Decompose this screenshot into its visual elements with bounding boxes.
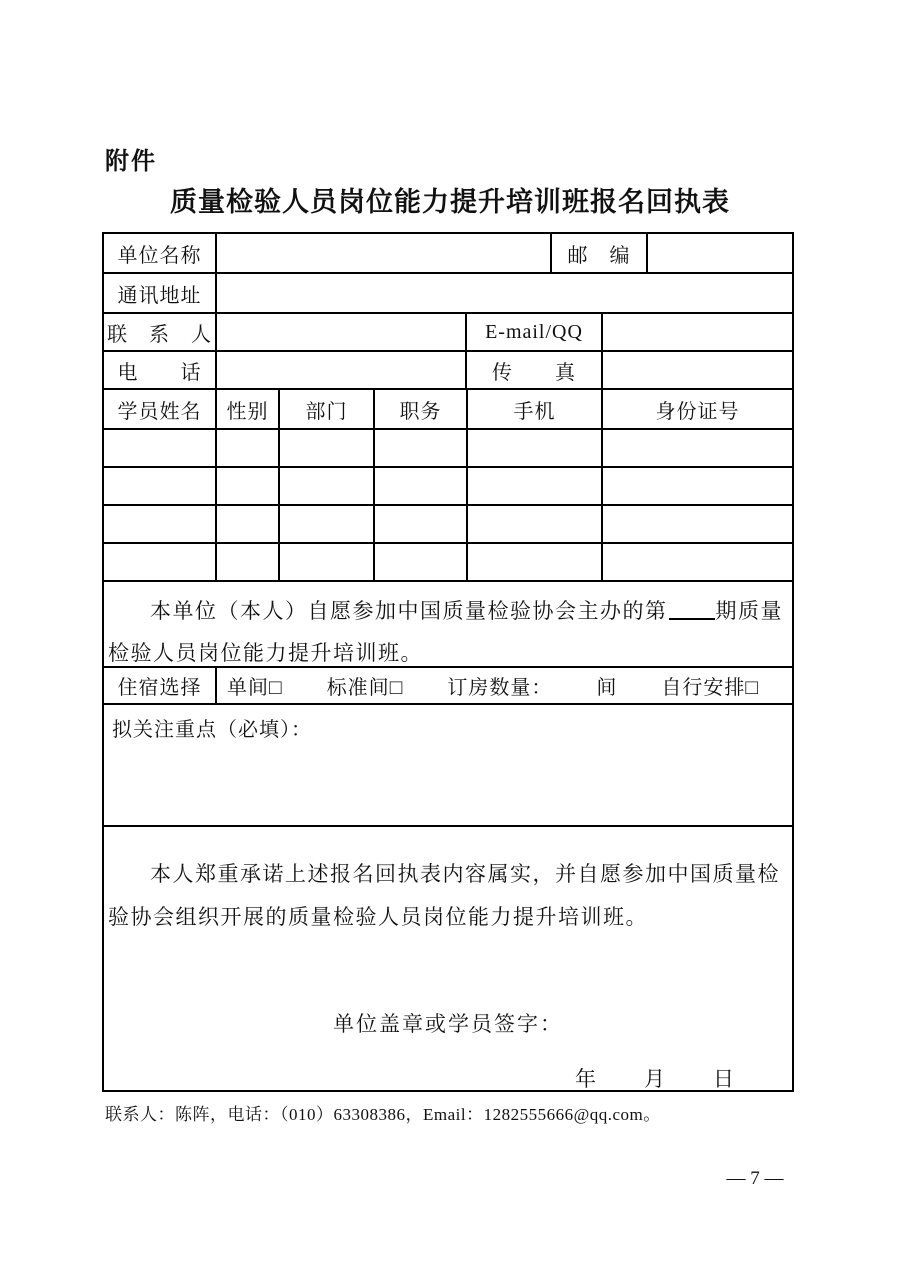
empty-cell	[375, 544, 468, 582]
commitment-line-2: 验协会组织开展的质量检验人员岗位能力提升培训班。	[108, 905, 648, 929]
department-header: 部门	[280, 390, 375, 430]
address-label: 通讯地址	[104, 274, 217, 314]
signature-label: 单位盖章或学员签字：	[333, 1012, 563, 1036]
gender-header: 性别	[217, 390, 280, 430]
empty-cell	[217, 544, 280, 582]
students-header-row	[104, 390, 792, 430]
row-address	[104, 274, 792, 314]
pledge-text-suffix: 期质量	[715, 599, 783, 623]
empty-cell	[280, 544, 375, 582]
footer-contact-info: 联系人：陈阵，电话：（010）63308386，Email：1282555666@qq.com。	[105, 1105, 661, 1124]
phone-field	[217, 352, 467, 390]
empty-cell	[217, 468, 280, 506]
contact-person-field	[217, 314, 467, 352]
mobile-header: 手机	[468, 390, 603, 430]
commitment-section	[104, 827, 792, 1090]
email-qq-field	[603, 314, 792, 352]
empty-cell	[468, 468, 603, 506]
student-row	[104, 544, 792, 582]
attachment-label: 附件	[105, 148, 157, 175]
empty-cell	[104, 506, 217, 544]
empty-cell	[468, 506, 603, 544]
empty-cell	[375, 430, 468, 468]
empty-cell	[217, 430, 280, 468]
empty-cell	[375, 468, 468, 506]
empty-cell	[603, 506, 792, 544]
standard-room-label: 标准间	[326, 677, 390, 699]
fax-field	[603, 352, 792, 390]
student-row	[104, 506, 792, 544]
focus-label: 拟关注重点（必填）：	[112, 719, 312, 741]
accommodation-options	[217, 668, 792, 705]
phone-label: 电 话	[104, 352, 217, 390]
self-arranged-label: 自行安排	[661, 677, 746, 699]
student-row	[104, 468, 792, 506]
accommodation-label: 住宿选择	[104, 668, 217, 705]
student-row	[104, 430, 792, 468]
id-number-header: 身份证号	[603, 390, 792, 430]
empty-cell	[375, 506, 468, 544]
page-number: — 7 —	[726, 1168, 784, 1189]
page-title: 质量检验人员岗位能力提升培训班报名回执表	[170, 187, 730, 217]
empty-cell	[217, 506, 280, 544]
pledge-row	[104, 582, 792, 668]
pledge-paragraph	[104, 582, 792, 668]
empty-cell	[468, 544, 603, 582]
position-header: 职务	[375, 390, 468, 430]
empty-cell	[104, 544, 217, 582]
empty-cell	[280, 468, 375, 506]
empty-cell	[280, 506, 375, 544]
empty-cell	[280, 430, 375, 468]
contact-person-label: 联 系 人	[104, 314, 217, 352]
registration-table	[102, 232, 794, 1092]
single-room-label: 单间	[227, 677, 269, 699]
empty-cell	[104, 430, 217, 468]
empty-cell	[104, 468, 217, 506]
unit-name-field	[217, 234, 552, 274]
standard-room-checkbox-icon: □	[389, 675, 404, 699]
self-arranged-option	[661, 671, 759, 700]
booking-qty-label: 订房数量：	[447, 677, 553, 699]
commitment-row	[104, 827, 792, 1090]
email-qq-label: E-mail/QQ	[467, 314, 603, 352]
focus-row	[104, 705, 792, 827]
focus-field	[104, 705, 792, 827]
student-name-header: 学员姓名	[104, 390, 217, 430]
single-room-checkbox-icon: □	[269, 675, 283, 699]
commitment-line-1: 本人郑重承诺上述报名回执表内容属实，并自愿参加中国质量检	[150, 862, 780, 886]
unit-name-label: 单位名称	[104, 234, 217, 274]
single-room-option	[227, 671, 283, 700]
pledge-text-prefix: 本单位（本人）自愿参加中国质量检验协会主办的第	[150, 599, 668, 623]
booking-qty-unit: 间	[596, 677, 618, 699]
date-label: 年 月 日	[575, 1067, 736, 1090]
empty-cell	[603, 430, 792, 468]
accommodation-row	[104, 668, 792, 705]
self-arranged-checkbox-icon: □	[745, 675, 760, 699]
address-field	[217, 274, 792, 314]
row-unit-name	[104, 234, 792, 274]
postal-code-field	[648, 234, 792, 274]
pledge-line-1	[108, 590, 788, 632]
standard-room-option	[327, 671, 404, 700]
fax-label: 传 真	[467, 352, 603, 390]
pledge-line-2: 检验人员岗位能力提升培训班。	[108, 641, 423, 665]
blank-underline	[669, 598, 715, 620]
row-phone	[104, 352, 792, 390]
empty-cell	[603, 468, 792, 506]
postal-code-label: 邮 编	[552, 234, 648, 274]
empty-cell	[468, 430, 603, 468]
empty-cell	[603, 544, 792, 582]
row-contact	[104, 314, 792, 352]
